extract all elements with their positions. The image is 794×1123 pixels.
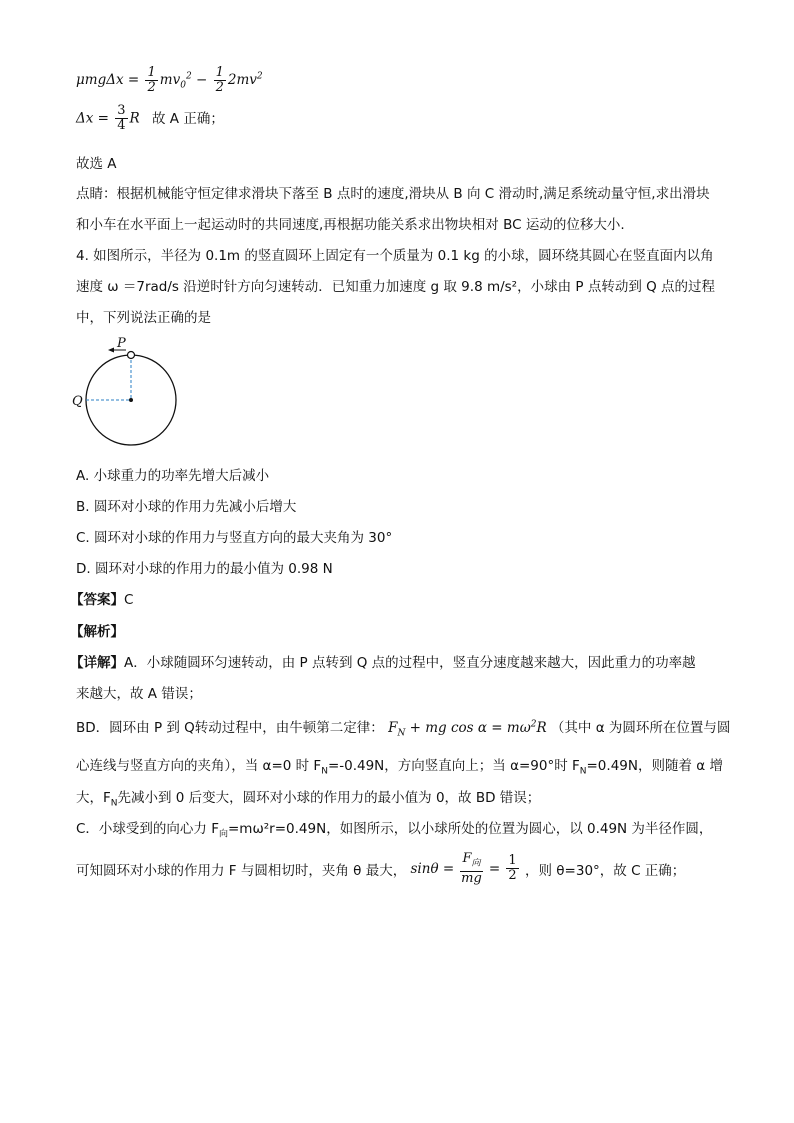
comment-line-1: 点睛：根据机械能守恒定律求滑块下落至 B 点时的速度,滑块从 B 向 C 滑动时,满足系统动量守恒,求出滑块 (76, 186, 710, 202)
bd-eq-r: R (536, 720, 547, 736)
eq1-term1-sub: 0 (180, 80, 186, 91)
eq1-frac1-den: 2 (147, 80, 156, 95)
eq2-frac-den: 4 (117, 118, 126, 133)
option-d: D. 圆环对小球的作用力的最小值为 0.98 N (76, 561, 333, 577)
answer-value: C (124, 592, 134, 608)
analysis-label: 【解析】 (70, 624, 124, 640)
bd-eq-rest: + mg cos α = mω (405, 720, 531, 736)
detail-bd-line-2 (76, 754, 723, 777)
label-p: P (117, 336, 126, 351)
equation-displacement (76, 104, 224, 133)
bd-line3-sub: N (110, 798, 118, 809)
c-line2-pre: 可知圆环对小球的作用力 F 与圆相切时，夹角 θ 最大， (76, 862, 407, 879)
c-line1-sub: 向 (218, 829, 228, 840)
c-frac-num-sub: 向 (471, 858, 481, 869)
c-force-frac (460, 852, 482, 886)
center-dot (129, 398, 133, 402)
eq1-term2: 2mv (227, 72, 257, 88)
eq1-term1-sup: 2 (185, 71, 192, 82)
c-line2-post: ，则 θ=30°，故 C 正确； (525, 862, 686, 879)
c-frac-den: mg (461, 870, 482, 886)
bd-eq-sup: 2 (530, 719, 537, 730)
detail-label: 【详解】 (70, 655, 124, 671)
c-frac-num: F (462, 851, 472, 866)
bd-equation (388, 719, 547, 739)
comment-line-2: 和小车在水平面上一起运动时的共同速度,再根据功能关系求出物块相对 BC 运动的位移大小. (76, 217, 625, 233)
eq2-lhs: Δx = (76, 110, 109, 127)
question-line-3: 中，下列说法正确的是 (76, 310, 211, 326)
bd-eq-f: F (388, 720, 398, 736)
bd-line2-sub2: N (579, 766, 587, 777)
bd-line2-b: =-0.49N，方向竖直向上；当 α=90°时 F (327, 758, 580, 774)
eq2-rhs: R (129, 110, 140, 127)
detail-a-line-1 (70, 651, 696, 671)
option-c: C. 圆环对小球的作用力与竖直方向的最大夹角为 30° (76, 530, 393, 546)
ring-figure (70, 336, 190, 448)
c-half-frac (506, 854, 518, 883)
c-half-num: 1 (508, 853, 517, 869)
detail-c-line-2 (76, 852, 685, 886)
detail-a-text: A．小球随圆环匀速转动，由 P 点转到 Q 点的过程中，竖直分速度越来越大，因此重力的功率越 (124, 655, 696, 671)
ball-marker (128, 352, 135, 359)
bd-line1-post: （其中 α 为圆环所在位置与圆 (550, 720, 731, 736)
detail-bd-line-3 (76, 786, 540, 809)
c-half-den: 2 (508, 868, 517, 884)
choose-line: 故选 A (76, 156, 117, 172)
eq1-frac2 (214, 66, 226, 95)
question-line-1: 4. 如图所示，半径为 0.1m 的竖直圆环上固定有一个质量为 0.1 kg 的小球，圆环绕其圆心在竖直面内以角 (76, 248, 714, 264)
detail-bd-line-1 (76, 716, 730, 739)
question-line-2: 速度 ω ＝7rad/s 沿逆时针方向匀速转动．已知重力加速度 g 取 9.8 m/s²，小球由 P 点转动到 Q 点的过程 (76, 279, 716, 295)
bd-line1-pre: BD．圆环由 P 到 Q转动过程中，由牛顿第二定律： (76, 720, 384, 736)
label-q: Q (72, 394, 83, 409)
eq1-minus: − (195, 72, 208, 88)
c-line1-rest: =mω²r=0.49N，如图所示，以小球所处的位置为圆心，以 0.49N 为半径作圆， (228, 821, 713, 837)
detail-c-line-1 (76, 817, 712, 840)
bd-line3-rest: 先减小到 0 后变大，圆环对小球的作用力的最小值为 0，故 BD 错误； (117, 790, 541, 806)
eq2-tail: 故 A 正确； (152, 110, 224, 127)
c-eq: = (488, 860, 501, 877)
equation-energy (76, 66, 263, 95)
option-b: B. 圆环对小球的作用力先减小后增大 (76, 499, 297, 515)
eq2-frac (115, 104, 127, 133)
detail-a-line-2: 来越大，故 A 错误； (76, 686, 202, 702)
bd-line3-pre: 大，F (76, 790, 111, 806)
bd-line2-sub: N (321, 766, 328, 777)
eq1-term2-sup: 2 (256, 71, 263, 82)
eq1-lhs: μmgΔx = (76, 72, 140, 88)
bd-line2-a: 心连线与竖直方向的夹角），当 α=0 时 F (76, 758, 322, 774)
rotation-arrowhead (108, 348, 114, 353)
eq1-term1: mv (159, 72, 181, 88)
eq2-frac-num: 3 (117, 103, 126, 118)
answer-label: 【答案】 (70, 592, 124, 608)
bd-line2-c: =0.49N，则随着 α 增 (586, 758, 723, 774)
eq1-frac1-num: 1 (147, 65, 156, 80)
bd-eq-sub: N (397, 728, 406, 739)
eq1-frac2-num: 1 (215, 65, 224, 80)
eq1-frac1 (145, 66, 157, 95)
c-line1-pre: C．小球受到的向心力 F (76, 821, 219, 837)
option-a: A. 小球重力的功率先增大后减小 (76, 468, 270, 484)
c-sin: sinθ = (410, 860, 455, 877)
answer-line (70, 588, 133, 608)
eq1-frac2-den: 2 (215, 80, 224, 95)
